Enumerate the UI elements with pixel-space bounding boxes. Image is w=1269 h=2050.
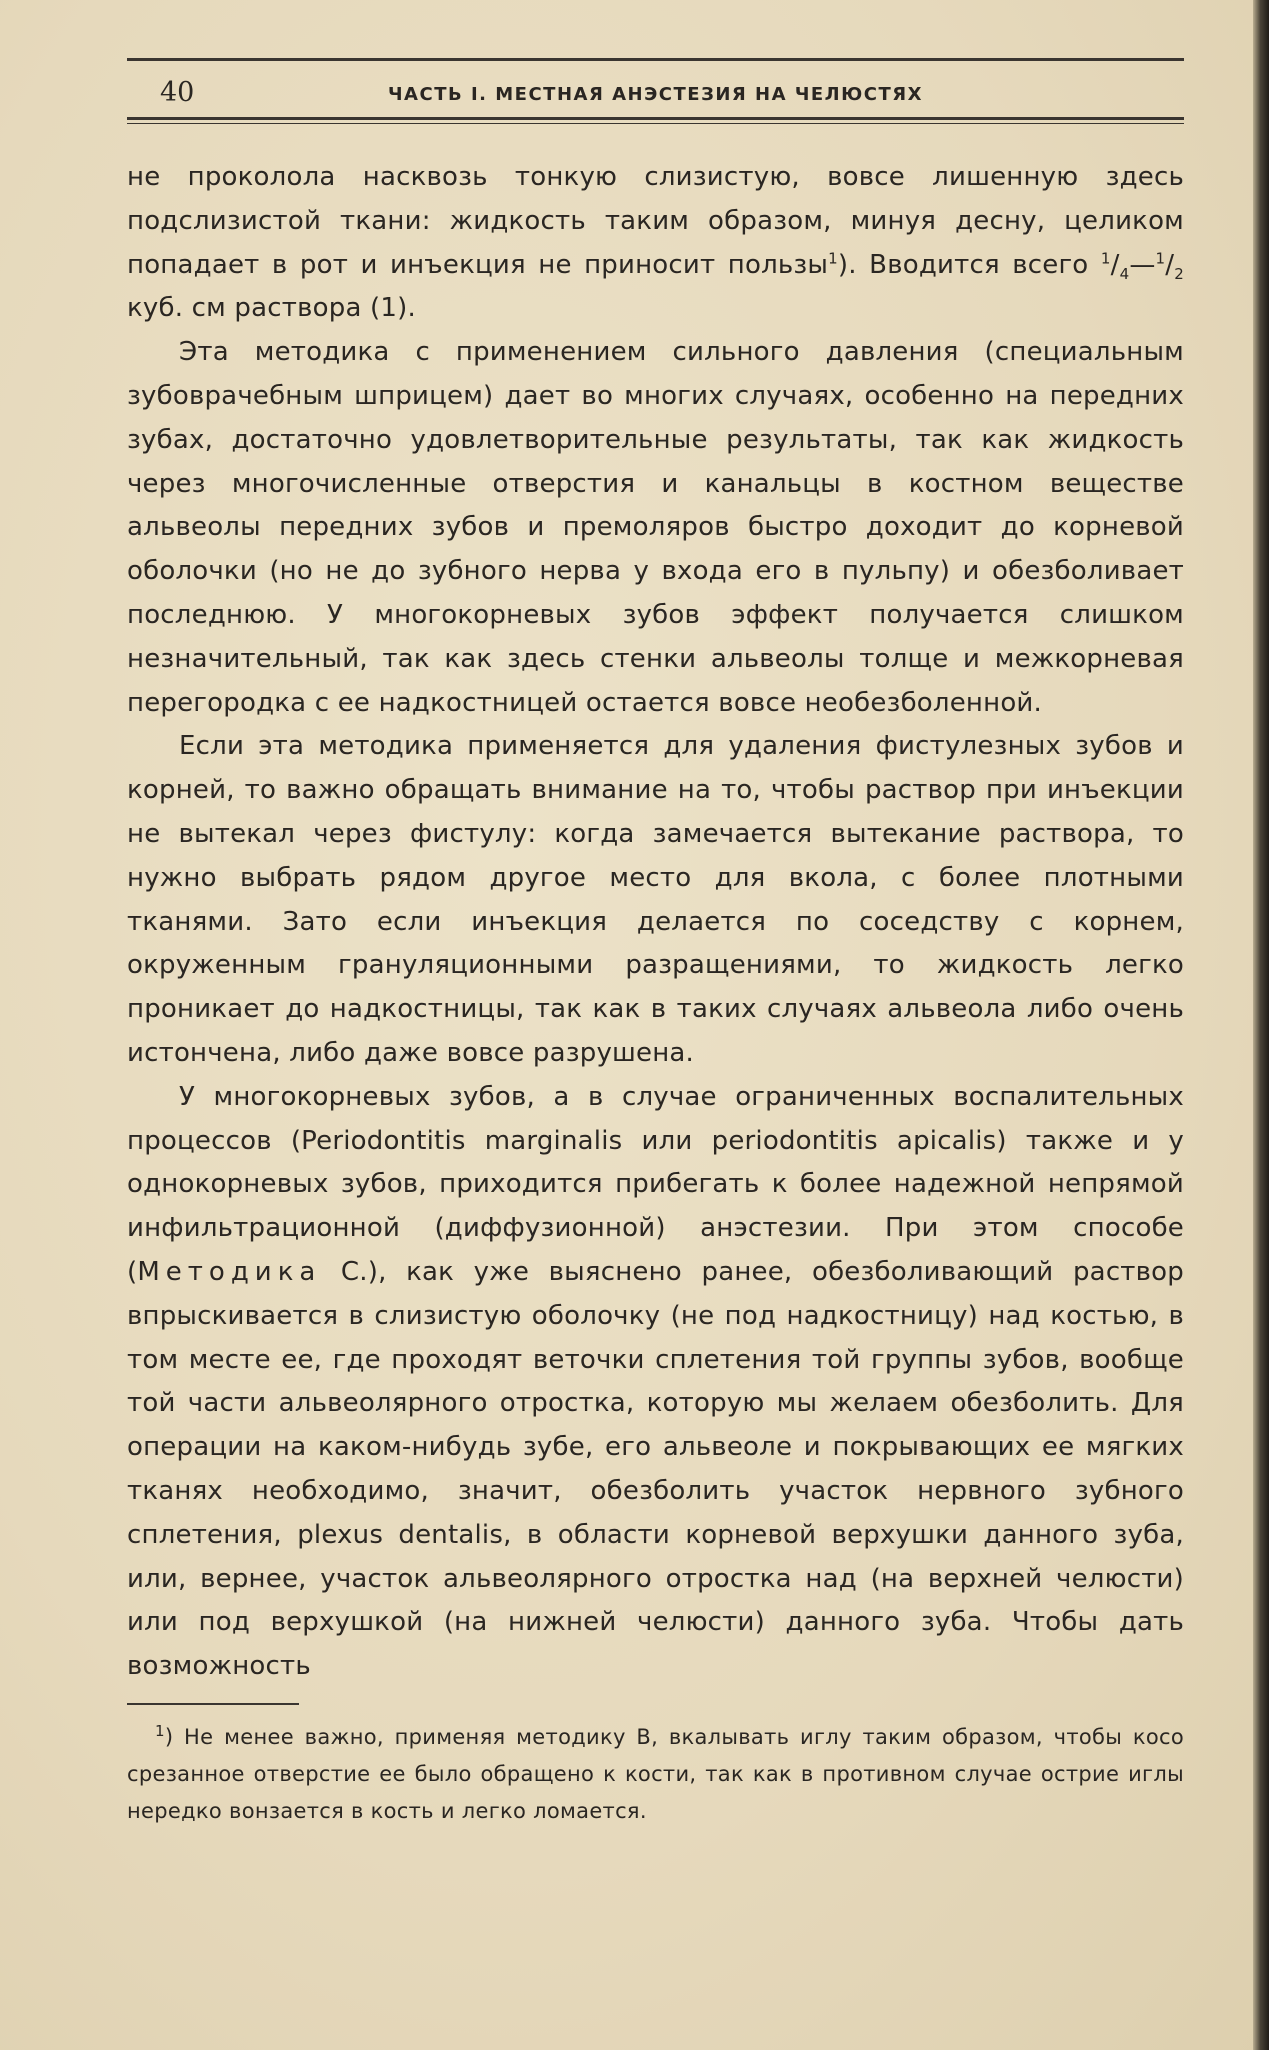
fraction-dash: — xyxy=(1129,249,1156,280)
paragraph-4-text-a: У многокорневых зубов, а в случае ограниченных воспалительных процессов (Periodontitis marginalis или periodontitis apicalis) также и у однокорневых зубов, приходится прибегать к более надежной непрямой инфильтрационной (диффузионной) анэстезии. При этом способе ( xyxy=(127,1081,1184,1287)
page-header xyxy=(127,71,1184,115)
header-top-rule xyxy=(127,58,1184,61)
paragraph-1-text-b: ). Вводится всего xyxy=(837,249,1101,280)
spaced-term: Методика xyxy=(137,1256,322,1287)
paragraph-4 xyxy=(127,1076,1184,1689)
fraction-2-denominator: 2 xyxy=(1174,264,1184,283)
paragraph-4-text-b: С.), как уже выяснено ранее, обезболивающий раствор впрыскивается в слизистую оболочку (не под надкостницу) над костью, в том месте ее, где проходят веточки сплетения той группы зубов, вообще той части альвеолярного отростка, которую мы желаем обезболить. Для операции на каком-нибудь зубе, его альвеоле и покрывающих ее мягких тканях необходимо, значит, обезболить участок нервного зубного сплетения, plexus dentalis, в области корневой верхушки данного зуба, или, вернее, участок альвеолярного отростка над (на верхней челюсти) или под верхушкой (на нижней челюсти) данного зуба. Чтобы дать возможность xyxy=(127,1256,1184,1682)
fraction-1-numerator: 1 xyxy=(1100,248,1111,267)
page-number: 40 xyxy=(160,77,195,108)
running-head: ЧАСТЬ I. МЕСТНАЯ АНЭСТЕЗИЯ НА ЧЕЛЮСТЯХ xyxy=(388,84,923,105)
paragraph-3: Если эта методика применяется для удаления фистулезных зубов и корней, то важно обращать внимание на то, чтобы раствор при инъекции не вытекал через фистулу: когда замечается вытекание раствора, то нужно выбрать рядом другое место для вкола, с более плотными тканями. Зато если инъекция делается по соседству с корнем, окруженным грануляционными разращениями, то жидкость легко проникает до надкостницы, так как в таких случаях альвеола либо очень истончена, либо даже вовсе разрушена. xyxy=(127,731,1184,1068)
footnote-text: ) Не менее важно, применяя методику В, вкалывать иглу таким образом, чтобы косо срезанное отверстие ее было обращено к кости, так как в противном случае острие иглы нередко вонзается в кость и легко ломается. xyxy=(127,1724,1184,1823)
main-text xyxy=(127,156,1184,1689)
book-page xyxy=(127,58,1184,1830)
paragraph-1-text-a: не проколола насквозь тонкую слизистую, вовсе лишенную здесь подслизистой ткани: жидкость таким образом, минуя десну, целиком попадает в рот и инъекция не приносит пользы xyxy=(127,162,1184,280)
footnote xyxy=(127,1719,1184,1830)
footnote-reference: 1 xyxy=(828,248,838,267)
header-bottom-rule xyxy=(127,117,1184,124)
paragraph-1: не проколола насквозь тонкую слизистую, вовсе лишенную здесь подслизистой ткани: жидкость таким образом, минуя десну, целиком попадает в рот и инъекция не приносит пользы$^1$). Вводится всего $^1/_4—^1/_2$ куб. см раствора (1). xyxy=(127,162,1184,324)
paragraph-1-text-c: куб. см раствора (1). xyxy=(127,293,416,324)
book-spine-shadow xyxy=(1253,0,1269,2050)
footnote-mark: 1 xyxy=(155,1721,165,1740)
footnote-separator xyxy=(127,1703,299,1705)
fraction-2-numerator: 1 xyxy=(1155,248,1166,267)
paragraph-2: Эта методика с применением сильного давления (специальным зубоврачебным шприцем) дает во многих случаях, особенно на передних зубах, достаточно удовлетворительные результаты, так как жидкость через многочисленные отверстия и канальцы в костном веществе альвеолы передних зубов и премоляров быстро доходит до корневой оболочки (но не до зубного нерва у входа его в пульпу) и обезболивает последнюю. У многокорневых зубов эффект получается слишком незначительный, так как здесь стенки альвеолы толще и межкорневая перегородка с ее надкостницей остается вовсе необезболенной. xyxy=(127,337,1184,718)
fraction-1-denominator: 4 xyxy=(1119,264,1130,283)
